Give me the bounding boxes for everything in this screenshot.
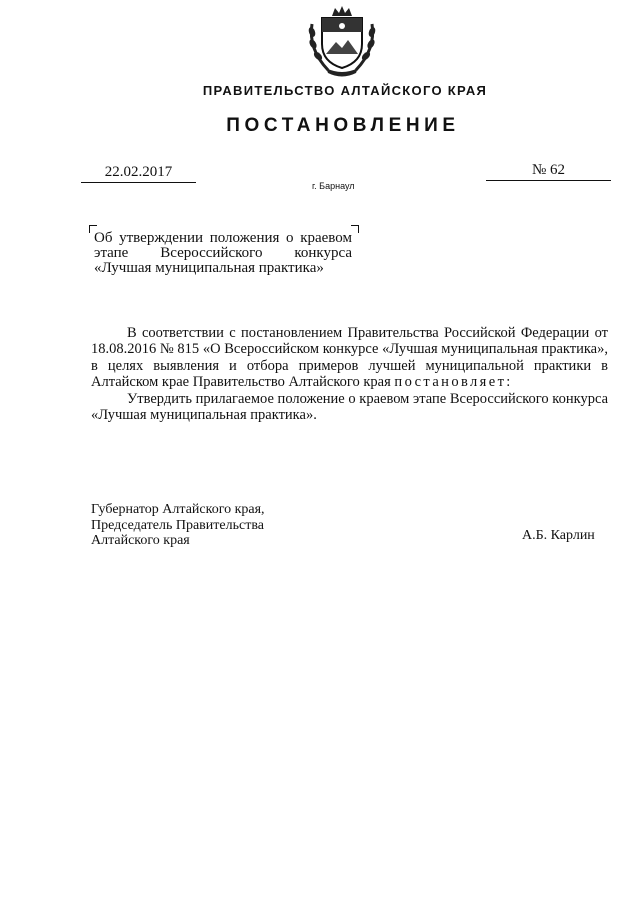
signer-position-line3: Алтайского края [91, 533, 190, 548]
subject-corner-right [351, 225, 359, 233]
signer-position [91, 502, 265, 549]
signer-position-line1: Губернатор Алтайского края, [91, 502, 265, 517]
signer-name: А.Б. Карлин [522, 528, 595, 543]
document-body [91, 325, 608, 423]
document-type-title: ПОСТАНОВЛЕНИЕ [226, 115, 460, 136]
body-paragraph-1-text: В соответствии с постановлением Правительства Российской Федерации от 18.08.2016 № 815 «О Всероссийском конкурсе «Лучшая муниципальная практика», в целях выявления и отбора примеров лучшей муниципальной практики в Алтайском крае Правительство Алтайского края [91, 325, 608, 391]
document-number: № 62 [486, 163, 611, 181]
coat-of-arms-icon [302, 4, 382, 78]
decree-verb: постановляет: [394, 374, 513, 391]
body-paragraph-1 [91, 325, 608, 391]
document-subject: Об утверждении положения о краевом этапе Всероссийского конкурса «Лучшая муниципальная практика» [94, 230, 352, 276]
organization-title: ПРАВИТЕЛЬСТВО АЛТАЙСКОГО КРАЯ [202, 83, 488, 98]
body-paragraph-2: Утвердить прилагаемое положение о краевом этапе Всероссийского конкурса «Лучшая муниципальная практика». [91, 390, 608, 424]
document-date: 22.02.2017 [81, 165, 196, 183]
document-city: г. Барнаул [312, 181, 355, 191]
signer-position-line2: Председатель Правительства [91, 517, 264, 533]
